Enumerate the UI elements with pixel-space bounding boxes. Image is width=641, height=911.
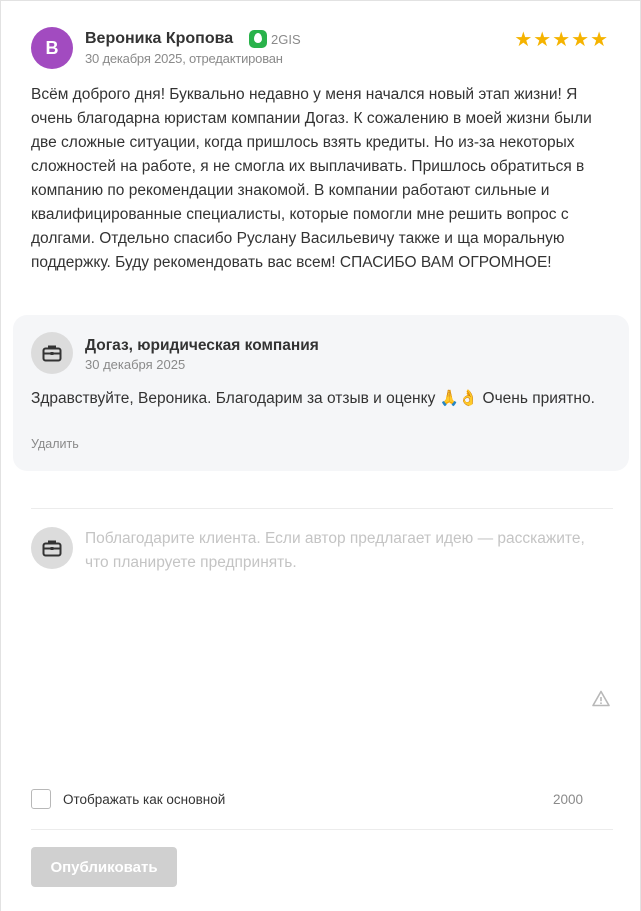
briefcase-icon <box>31 527 73 569</box>
avatar: В <box>31 27 73 69</box>
char-counter: 2000 <box>552 792 583 807</box>
reply-date: 30 декабря 2025 <box>85 357 186 372</box>
reply-input[interactable] <box>85 527 605 727</box>
business-name: Догаз, юридическая компания <box>85 337 319 354</box>
2gis-icon <box>249 30 267 48</box>
divider <box>31 508 613 509</box>
review-text: Всём доброго дня! Буквально недавно у меня начался новый этап жизни! Я очень благодарна юристам компании Догаз. К сожалению в моей жизни были две сложные ситуации, когда пришлось взять кредиты. Но из-за некоторых сложностей на работе, я не смогла их выплачивать. Пришлось обратиться в компанию по рекомендации знакомой. В компании работают сильные и квалифицированные специалисты, которые помогли мне решить вопрос с долгами. Отдельно спасибо Руслану Васильевичу также и ща моральную поддержку. Буду рекомендовать вас всем! СПАСИБО ВАМ ОГРОМНОЕ! <box>31 86 592 271</box>
briefcase-icon <box>31 332 73 374</box>
warning-icon[interactable] <box>591 689 611 709</box>
reply-compose <box>31 527 611 757</box>
show-as-primary-checkbox[interactable] <box>31 789 51 809</box>
business-reply <box>13 315 629 471</box>
source-label: 2GIS <box>271 31 301 47</box>
primary-option-row <box>31 789 583 811</box>
delete-reply-link[interactable]: Удалить <box>31 437 79 451</box>
checkbox-label: Отображать как основной <box>63 792 226 807</box>
reply-text: Здравствуйте, Вероника. Благодарим за отзыв и оценку 🙏👌 Очень приятно. <box>31 390 595 407</box>
publish-button[interactable]: Опубликовать <box>31 847 177 887</box>
review-source <box>249 30 301 48</box>
review-date: 30 декабря 2025, отредактирован <box>85 51 283 66</box>
star-rating: ★★★★★ <box>514 29 609 51</box>
author-name: Вероника Кропова <box>85 30 234 47</box>
divider <box>31 829 613 830</box>
review-header <box>31 27 611 69</box>
